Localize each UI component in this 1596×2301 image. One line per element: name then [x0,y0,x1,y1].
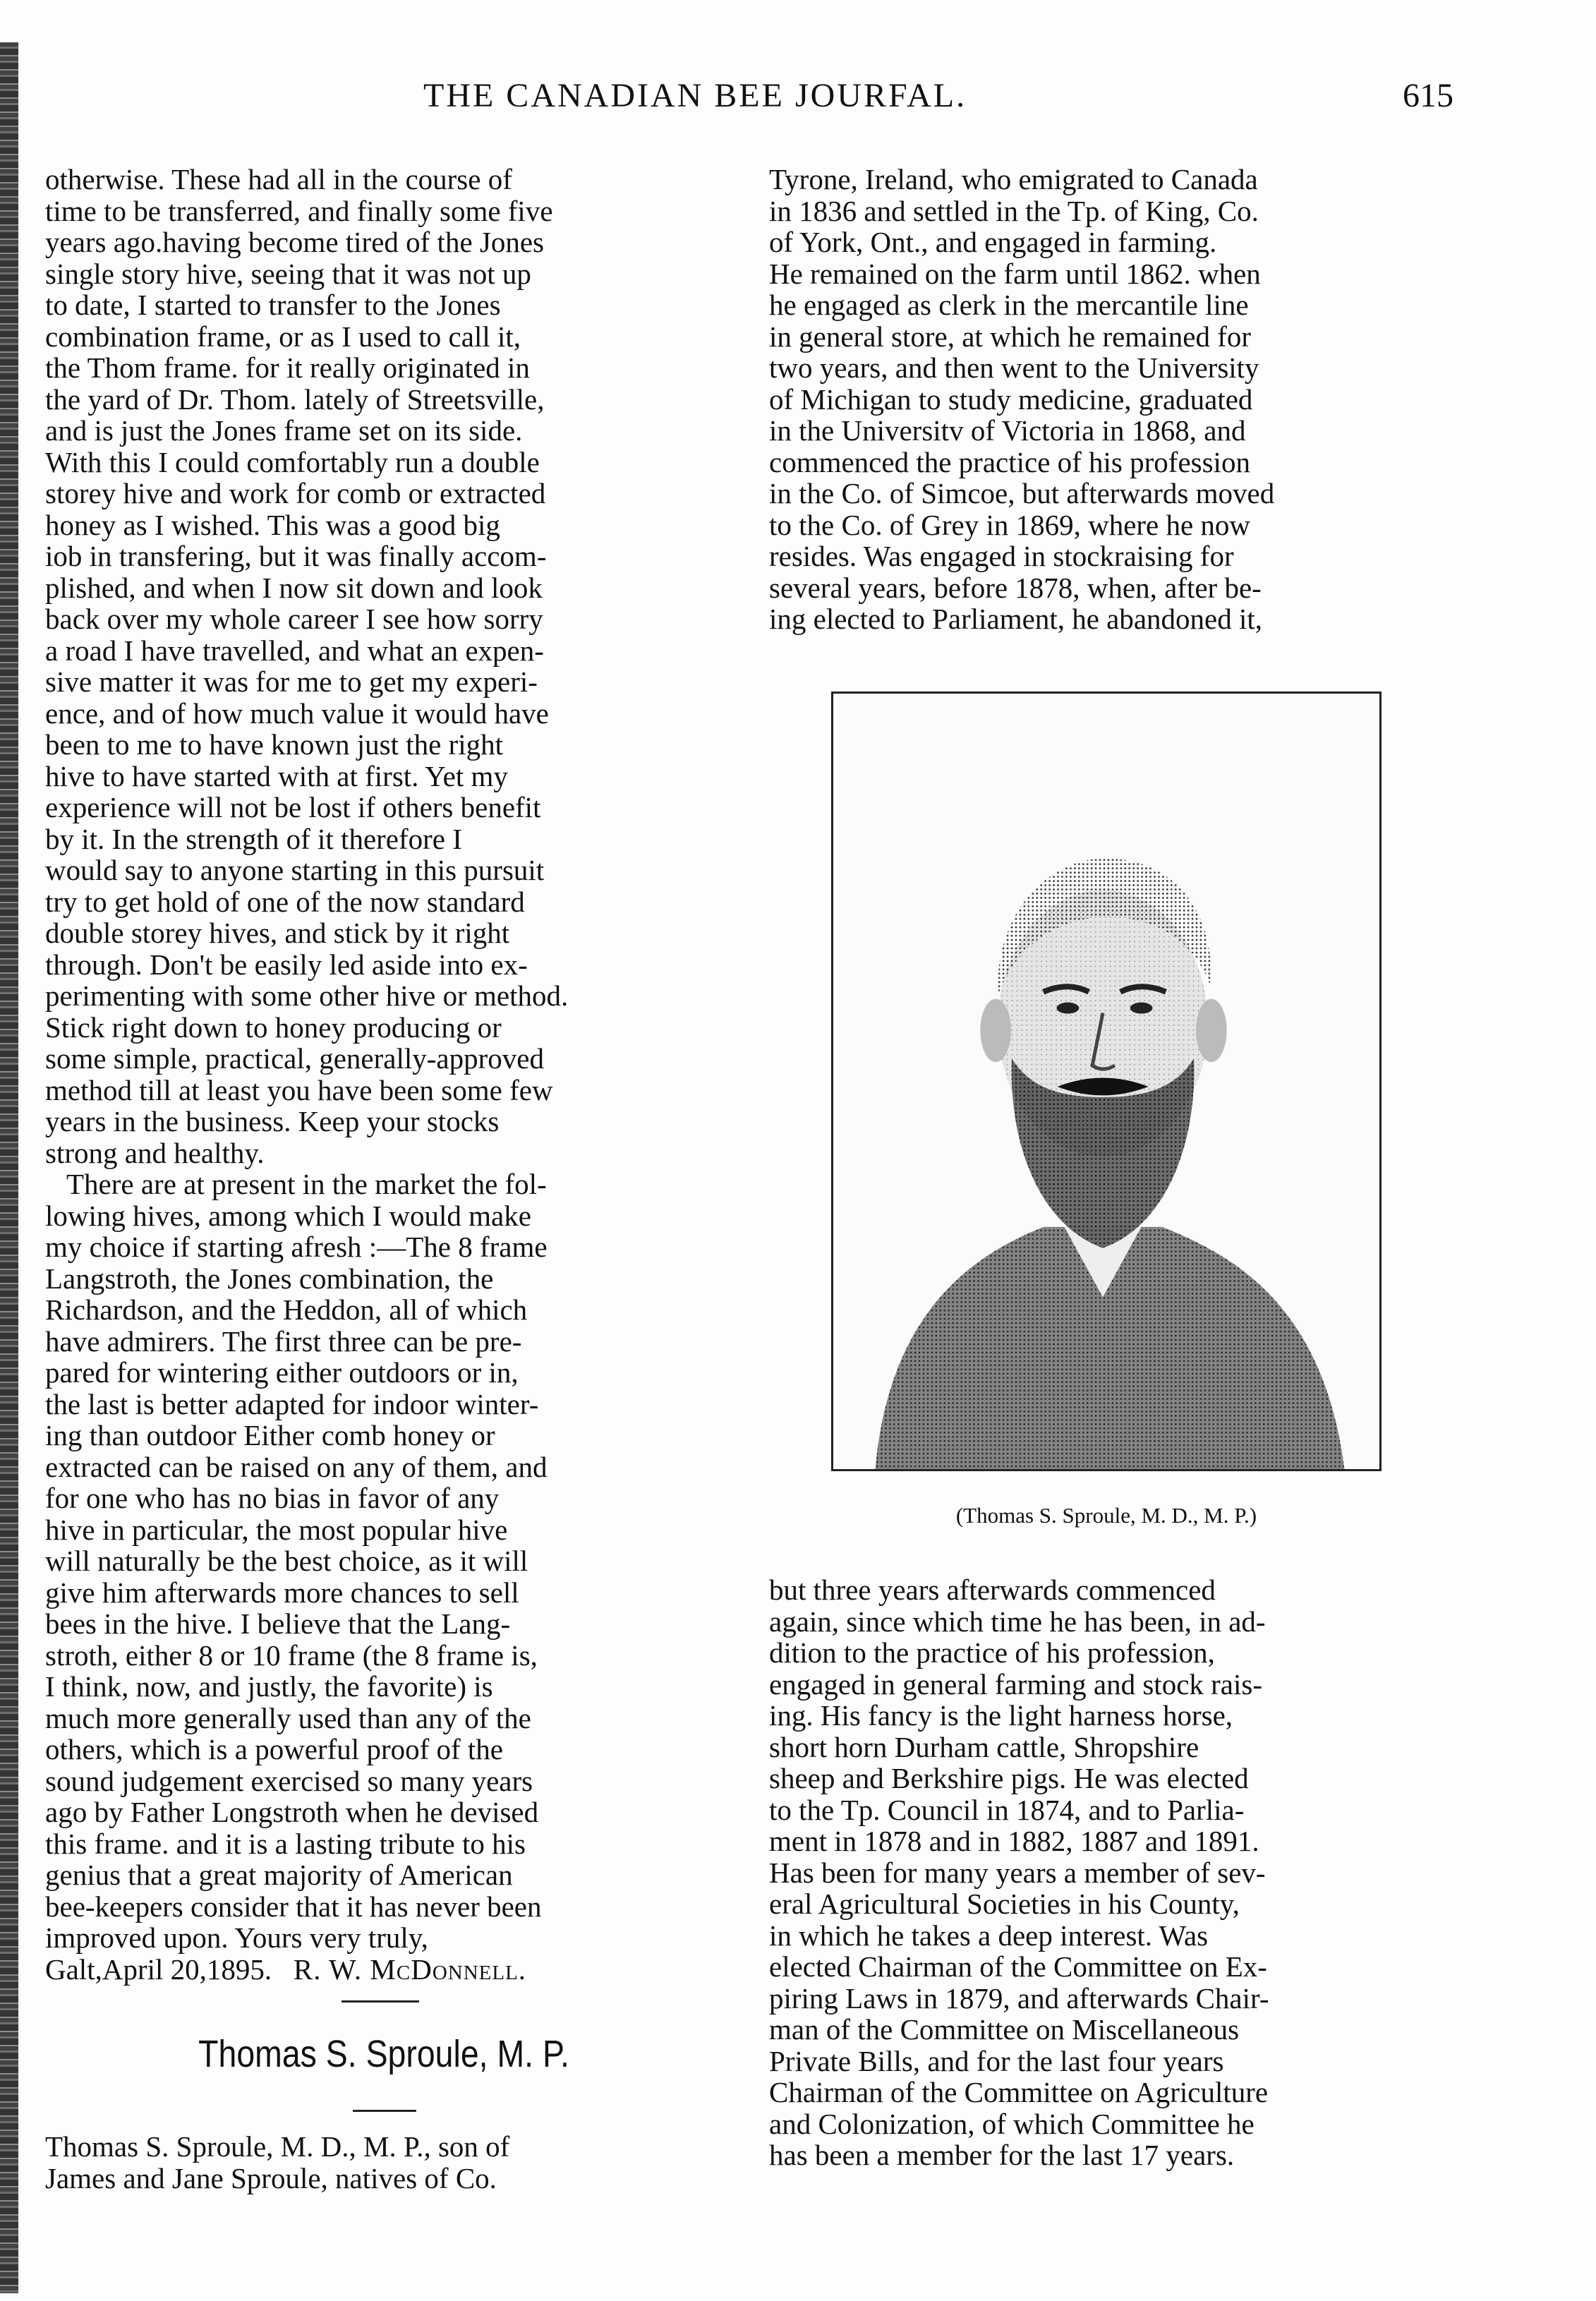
text-line: in general store, at which he remained for [769,320,1252,353]
text-line: sheep and Berkshire pigs. He was elected [769,1762,1249,1794]
text-line: to the Tp. Council in 1874, and to Parlia- [769,1793,1245,1826]
text-line: man of the Committee on Miscellaneous [769,2013,1240,2046]
text-line: pared for wintering either outdoors or in, [45,1356,519,1389]
text-line: back over my whole career I see how sorry [45,603,543,635]
text-line: Thomas S. Sproule, M. D., M. P., son of [45,2130,510,2163]
text-line: method till at least you have been some few [45,1073,553,1106]
text-line: dition to the practice of his profession, [769,1636,1215,1669]
text-line: bee-keepers consider that it has never been [45,1890,542,1923]
portrait-caption: (Thomas S. Sproule, M. D., M. P.) [955,1503,1257,1528]
text-line: Private Bills, and for the last four years [769,2044,1224,2077]
letter-paragraph-2 [45,1168,723,1954]
text-line: commenced the practice of his profession [769,445,1250,478]
text-line: plished, and when I now sit down and look [45,571,543,604]
text-line: several years, before 1878, when, after be- [769,571,1262,604]
section-divider-bottom [353,2110,416,2112]
text-line: Tyrone, Ireland, who emigrated to Canada [769,163,1258,195]
text-line: years in the business. Keep your stocks [45,1105,500,1137]
binding-edge [0,42,18,2293]
text-line: genius that a great majority of American [45,1859,513,1891]
text-line: to date, I started to transfer to the Jones [45,289,501,321]
text-line: With this I could comfortably run a double [45,445,540,478]
text-line: sound judgement exercised so many years [45,1764,533,1797]
text-line: and Colonization, of which Committee he [769,2107,1255,2140]
text-line: Langstroth, the Jones combination, the [45,1262,494,1295]
text-line: have admirers. The first three can be pre- [45,1324,522,1358]
text-line: would say to anyone starting in this pursuit [45,854,545,886]
text-line: ing than outdoor Either comb honey or [45,1419,495,1451]
text-line: in 1836 and settled in the Tp. of King, Co. [769,194,1259,227]
text-line: sive matter it was for me to get my experi- [45,665,538,698]
text-line: stroth, either 8 or 10 frame (the 8 frame is, [45,1638,538,1672]
text-line: James and Jane Sproule, natives of Co. [45,2161,497,2194]
text-line: for one who has no bias in favor of any [45,1482,500,1514]
article-intro [45,2131,723,2194]
text-line: elected Chairman of the Committee on Ex- [769,1950,1267,1983]
text-line: perimenting with some other hive or method. [45,979,569,1012]
text-line: time to be transferred, and finally some five [45,194,553,227]
text-line: he engaged as clerk in the mercantile line [769,289,1249,321]
text-line: the last is better adapted for indoor winter- [45,1387,539,1420]
text-line: He remained on the farm until 1862. when [769,257,1261,290]
text-line: combination frame, or as I used to call it, [45,320,521,353]
text-line: of York, Ont., and engaged in farming. [769,226,1217,258]
portrait-illustration [833,694,1379,1469]
page-header [423,76,1453,126]
letter-dateline: Galt,April 20,1895. [45,1952,272,1986]
text-line: otherwise. These had all in the course of [45,163,512,195]
text-line: this frame. and it is a lasting tribute to his [45,1827,526,1860]
page-number: 615 [1403,77,1453,114]
text-line: short horn Durham cattle, Shropshire [769,1730,1199,1763]
text-line: others, which is a powerful proof of the [45,1733,503,1765]
text-line: my choice if starting afresh :—The 8 frame [45,1231,548,1263]
article-heading: Thomas S. Sproule, M. P. [198,2033,569,2075]
text-line: ago by Father Longstroth when he devised [45,1796,539,1828]
text-line: I think, now, and justly, the favorite) is [45,1670,493,1703]
text-line: piring Laws in 1879, and afterwards Chair- [769,1981,1269,2015]
text-line: Stick right down to honey producing or [45,1010,502,1044]
text-line: lowing hives, among which I would make [45,1199,531,1232]
text-line: has been a member for the last 17 years. [769,2139,1235,2171]
text-line: ing. His fancy is the light harness horse, [769,1699,1233,1732]
text-line: Chairman of the Committee on Agriculture [769,2076,1269,2108]
text-line: two years, and then went to the University [769,351,1259,384]
text-line: ence, and of how much value it would have [45,696,549,730]
text-line: eral Agricultural Societies in his County, [769,1888,1240,1920]
article-intro-paragraph [45,2131,723,2194]
text-line: the yard of Dr. Thom. lately of Streetsville, [45,382,545,416]
text-line: of Michigan to study medicine, graduated [769,382,1253,416]
text-line: in the Universitv of Victoria in 1868, and [769,414,1246,447]
text-line: Richardson, and the Heddon, all of which [45,1293,528,1326]
text-line: bees in the hive. I believe that the Lang- [45,1607,511,1640]
text-line: and is just the Jones frame set on its side. [45,414,523,447]
letter-column [45,164,723,1985]
text-line: much more generally used than any of the [45,1701,531,1734]
text-line: double storey hives, and stick by it right [45,917,510,949]
text-line: ment in 1878 and in 1882, 1887 and 1891. [769,1825,1259,1857]
text-line: the Thom frame. for it really originated in [45,351,530,384]
text-line: iob in transfering, but it was finally accom- [45,540,547,572]
text-line: engaged in general farming and stock rais- [769,1667,1263,1701]
text-line: will naturally be the best choice, as it will [45,1545,528,1577]
text-line: resides. Was engaged in stockraising for [769,540,1234,572]
article-column-bottom [769,1574,1461,2171]
text-line: been to me to have known just the right [45,728,504,761]
section-divider-top [341,2000,419,2003]
text-line: through. Don't be easily led aside into ex- [45,948,528,981]
text-line: try to get hold of one of the now standard [45,885,525,918]
text-line: in the Co. of Simcoe, but afterwards moved [769,477,1275,509]
text-line: Has been for many years a member of sev- [769,1856,1266,1889]
text-line: extracted can be raised on any of them, and [45,1450,548,1483]
text-line: experience will not be lost if others benefit [45,791,541,823]
text-line: single story hive, seeing that it was not up [45,257,531,290]
text-line: but three years afterwards commenced [769,1574,1216,1606]
text-line: a road I have travelled, and what an expen- [45,634,544,667]
journal-title: THE CANADIAN BEE JOURFAL. [423,77,967,114]
article-paragraph-top [769,164,1461,635]
portrait-photo [831,691,1382,1471]
article-paragraph-bottom [769,1574,1461,2171]
text-line: years ago.having become tired of the Jones [45,226,545,258]
text-line: by it. In the strength of it therefore I [45,822,462,855]
text-line: honey as I wished. This was a good big [45,508,500,541]
text-line: some simple, practical, generally-approved [45,1042,544,1075]
article-column-top [769,164,1461,635]
text-line: to the Co. of Grey in 1869, where he now [769,508,1251,541]
letter-signoff [45,1954,723,1986]
text-line: again, since which time he has been, in ad- [769,1605,1266,1638]
text-line: There are at present in the market the fol- [66,1168,547,1200]
text-line: give him afterwards more chances to sell [45,1576,519,1609]
text-line: improved upon. Yours very truly, [45,1921,428,1954]
text-line: storey hive and work for comb or extracted [45,477,546,509]
letter-paragraph-1 [45,164,723,1168]
text-line: hive to have started with at first. Yet my [45,759,508,792]
text-line: ing elected to Parliament, he abandoned it, [769,603,1263,635]
text-line: strong and healthy. [45,1136,265,1169]
text-line: in which he takes a deep interest. Was [769,1919,1209,1952]
letter-signature: R. W. McDonnell. [293,1952,527,1986]
text-line: hive in particular, the most popular hive [45,1513,508,1546]
